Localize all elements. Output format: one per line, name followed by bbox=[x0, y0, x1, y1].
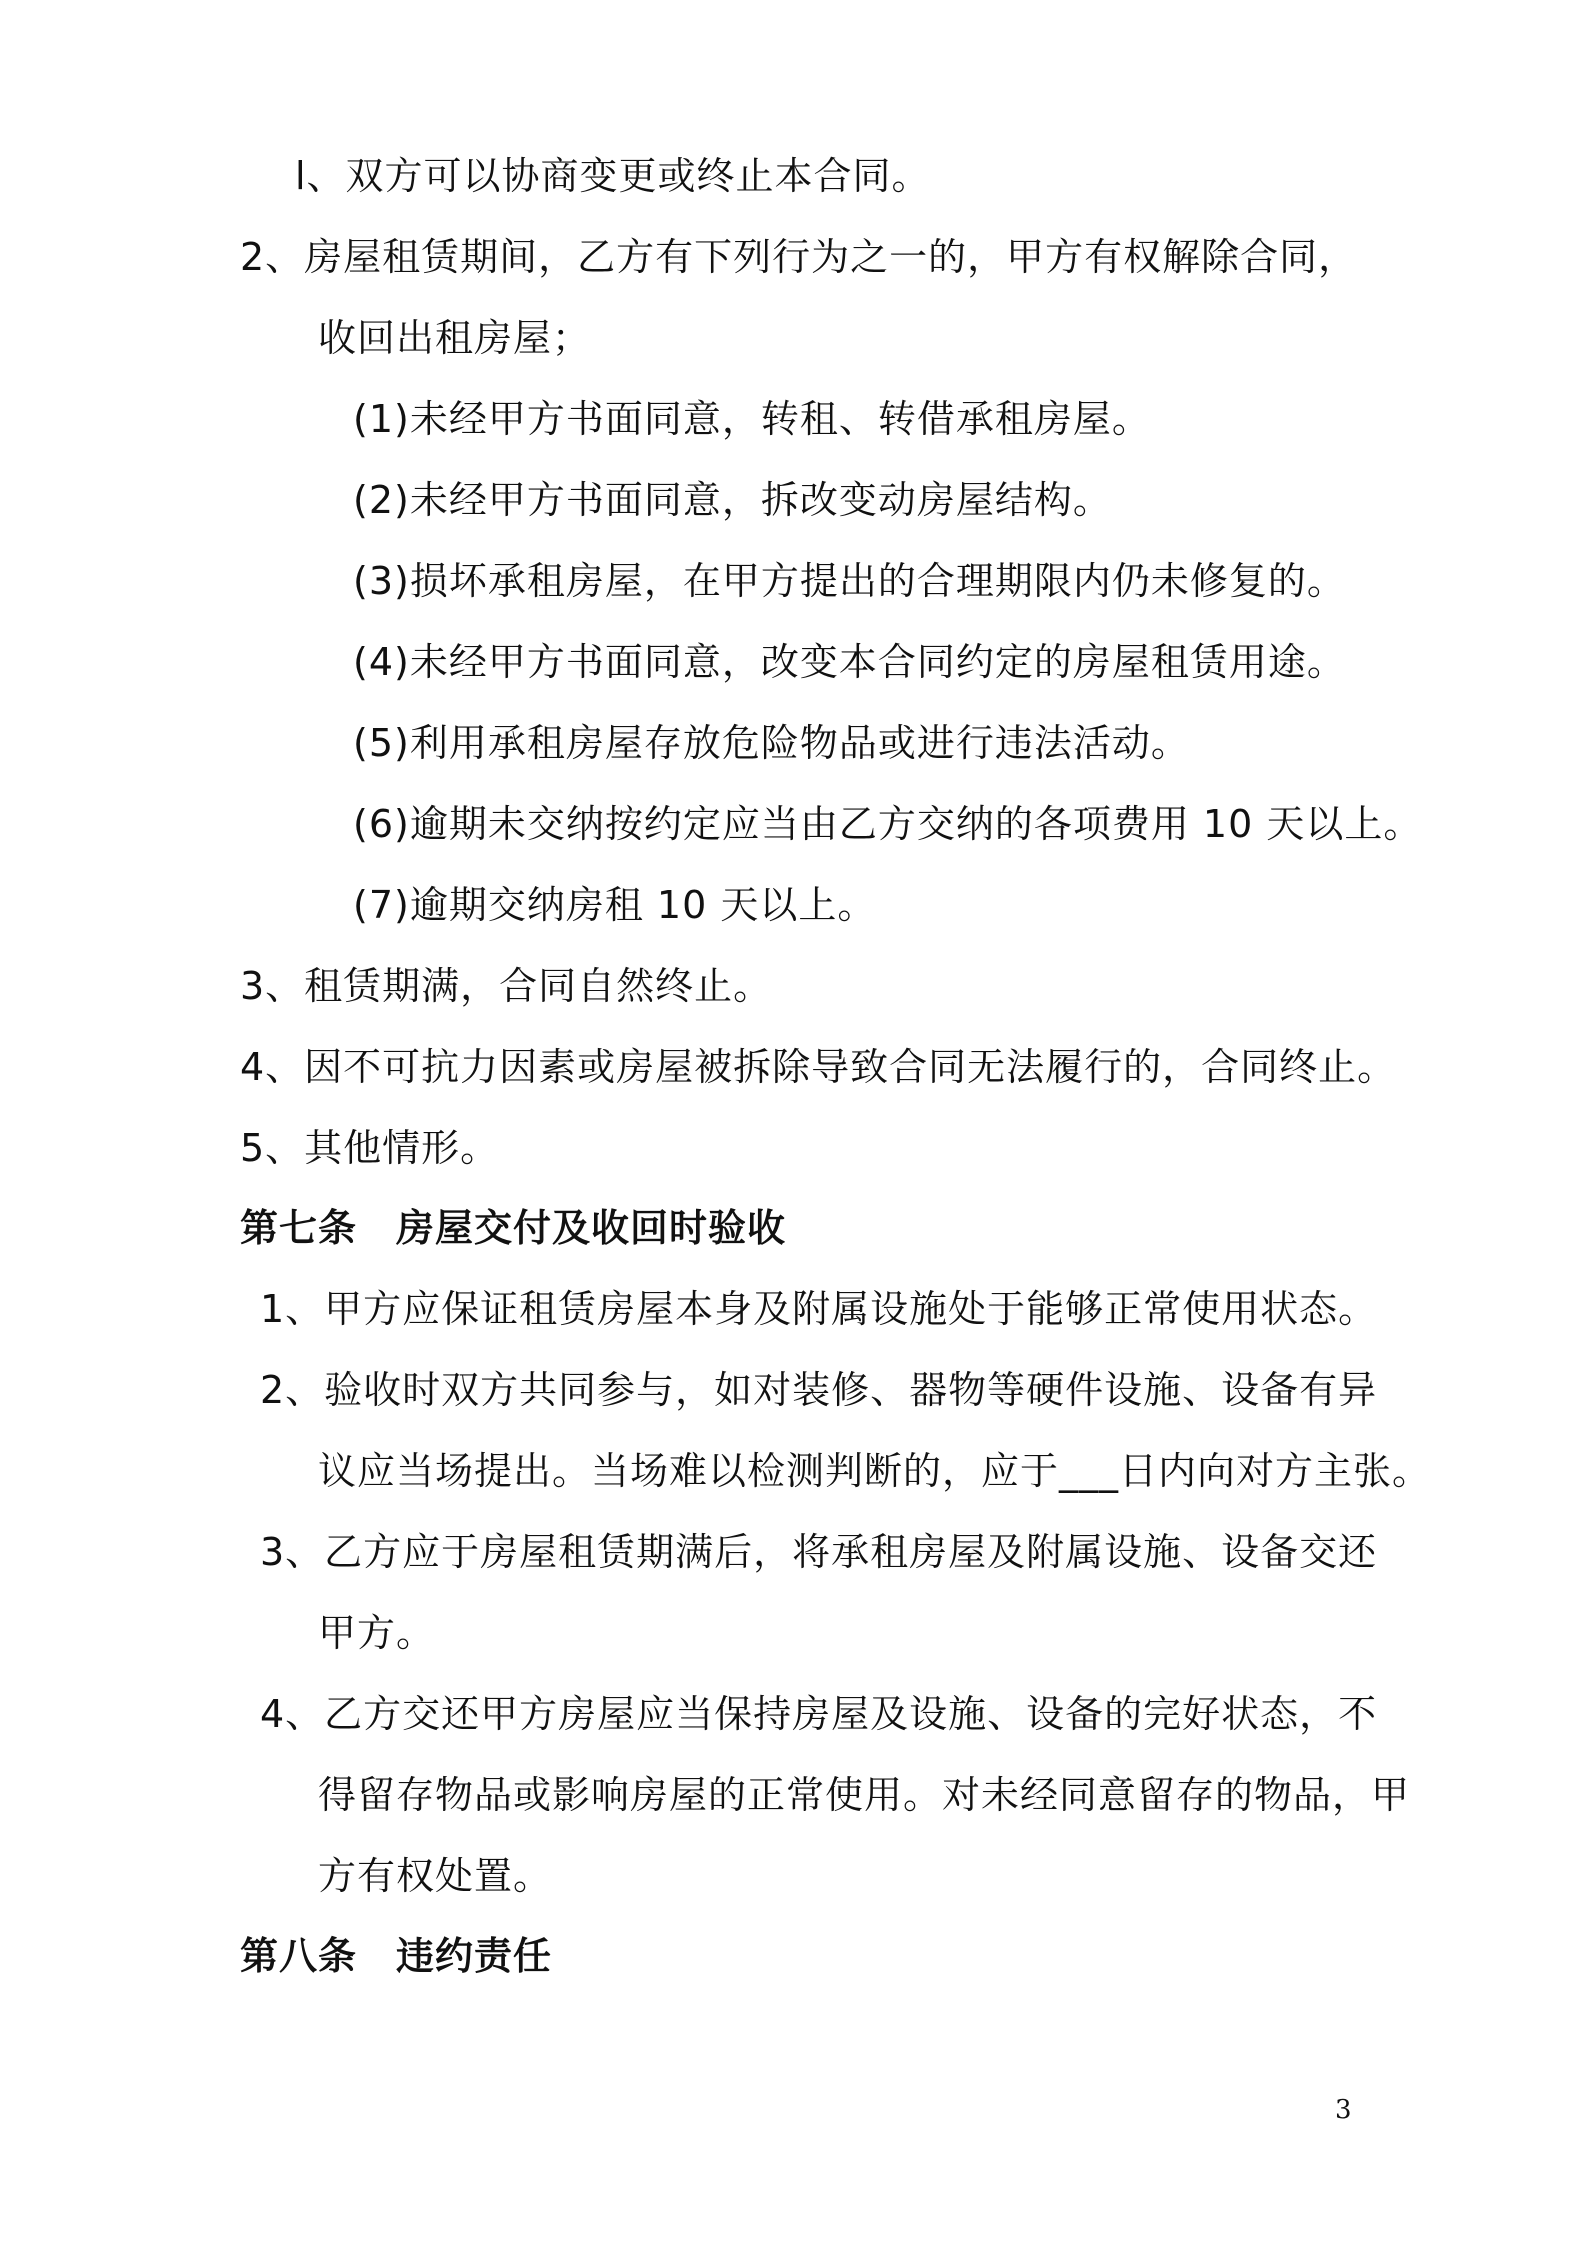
article-7-item-4-cont-2: 方有权处置。 bbox=[318, 1854, 553, 1898]
clause-6-item-3: 3、租赁期满，合同自然终止。 bbox=[240, 964, 773, 1008]
clause-6-item-1: l、双方可以协商变更或终止本合同。 bbox=[295, 154, 931, 198]
sub-item-6: (6)逾期未交纳按约定应当由乙方交纳的各项费用 10 天以上。 bbox=[353, 802, 1423, 846]
clause-6-item-5: 5、其他情形。 bbox=[240, 1126, 500, 1170]
article-7-item-2-cont: 议应当场提出。当场难以检测判断的，应于___日内向对方主张。 bbox=[318, 1449, 1432, 1493]
article-7-item-4-cont-1: 得留存物品或影响房屋的正常使用。对未经同意留存的物品，甲 bbox=[318, 1773, 1411, 1817]
article-7-item-4: 4、乙方交还甲方房屋应当保持房屋及设施、设备的完好状态，不 bbox=[260, 1692, 1378, 1736]
sub-item-2: (2)未经甲方书面同意，拆改变动房屋结构。 bbox=[353, 478, 1112, 522]
sub-item-5: (5)利用承租房屋存放危险物品或进行违法活动。 bbox=[353, 721, 1190, 765]
article-7-heading: 第七条 房屋交付及收回时验收 bbox=[240, 1206, 787, 1250]
article-7-item-3-cont: 甲方。 bbox=[318, 1611, 436, 1655]
clause-6-item-2: 2、房屋租赁期间，乙方有下列行为之一的，甲方有权解除合同， bbox=[240, 235, 1358, 279]
page-number: 3 bbox=[1335, 2095, 1352, 2125]
clause-6-item-4: 4、因不可抗力因素或房屋被拆除导致合同无法履行的，合同终止。 bbox=[240, 1045, 1397, 1089]
sub-item-3: (3)损坏承租房屋，在甲方提出的合理期限内仍未修复的。 bbox=[353, 559, 1346, 603]
article-8-heading: 第八条 违约责任 bbox=[240, 1934, 553, 1978]
article-7-item-3: 3、乙方应于房屋租赁期满后，将承租房屋及附属设施、设备交还 bbox=[260, 1530, 1378, 1574]
article-7-item-1: 1、甲方应保证租赁房屋本身及附属设施处于能够正常使用状态。 bbox=[260, 1287, 1378, 1331]
sub-item-7: (7)逾期交纳房租 10 天以上。 bbox=[353, 883, 877, 927]
sub-item-1: (1)未经甲方书面同意，转租、转借承租房屋。 bbox=[353, 397, 1151, 441]
clause-6-item-2-cont: 收回出租房屋； bbox=[318, 316, 592, 360]
article-7-item-2: 2、验收时双方共同参与，如对装修、器物等硬件设施、设备有异 bbox=[260, 1368, 1378, 1412]
sub-item-4: (4)未经甲方书面同意，改变本合同约定的房屋租赁用途。 bbox=[353, 640, 1346, 684]
